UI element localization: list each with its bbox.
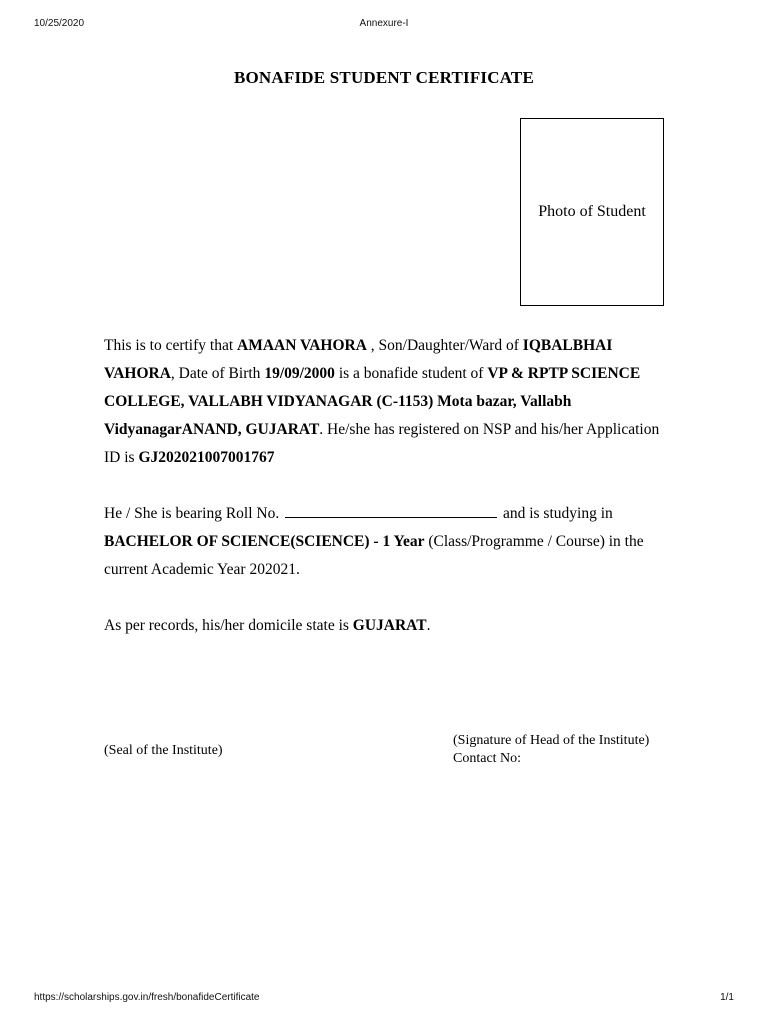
- para3-text-1: As per records, his/her domicile state is: [104, 617, 353, 634]
- domicile-state: GUJARAT: [352, 617, 427, 634]
- domicile-paragraph: [104, 612, 674, 640]
- institute-name: VP & RPTP SCIENCE COLLEGE, VALLABH VIDYANAGAR (C-1153) Mota bazar, Vallabh VidyanagarANAND, GUJARAT: [104, 365, 641, 438]
- course-name: BACHELOR OF SCIENCE(SCIENCE) - 1 Year: [104, 533, 425, 550]
- signature-block: [453, 732, 649, 768]
- footer-page-number: 1/1: [720, 992, 734, 1003]
- student-name: AMAAN VAHORA: [237, 337, 367, 354]
- print-page-title: Annexure-I: [359, 18, 409, 29]
- para2-text-3: (Class/Programme / Course) in the current Academic Year 202021.: [104, 533, 644, 578]
- footer-url: https://scholarships.gov.in/fresh/bonafideCertificate: [34, 992, 260, 1003]
- para3-text-2: .: [426, 617, 431, 634]
- application-id: GJ202021007001767: [138, 449, 275, 466]
- para2-text-1: He / She is bearing Roll No.: [104, 505, 280, 522]
- certificate-heading: BONAFIDE STUDENT CERTIFICATE: [233, 68, 535, 87]
- photo-label: Photo of Student: [538, 203, 646, 220]
- roll-no-blank: [285, 501, 497, 518]
- para1-text-2: , Son/Daughter/Ward of: [366, 337, 523, 354]
- certification-paragraph: [104, 332, 674, 472]
- para1-text-3: , Date of Birth: [170, 365, 265, 382]
- para1-text-1: This is to certify that: [104, 337, 238, 354]
- student-photo-placeholder: [520, 118, 664, 306]
- print-date: 10/25/2020: [34, 18, 85, 29]
- signature-label: (Signature of Head of the Institute): [453, 733, 650, 748]
- para1-text-4: is a bonafide student of: [334, 365, 488, 382]
- date-of-birth: 19/09/2000: [264, 365, 335, 382]
- course-paragraph: [104, 500, 674, 584]
- seal-label: (Seal of the Institute): [104, 743, 223, 758]
- parent-name: IQBALBHAI VAHORA: [104, 337, 613, 382]
- para1-text-5: . He/she has registered on NSP and his/her Application ID is: [104, 421, 660, 466]
- contact-label: Contact No:: [453, 751, 522, 766]
- para2-text-2: and is studying in: [499, 505, 613, 522]
